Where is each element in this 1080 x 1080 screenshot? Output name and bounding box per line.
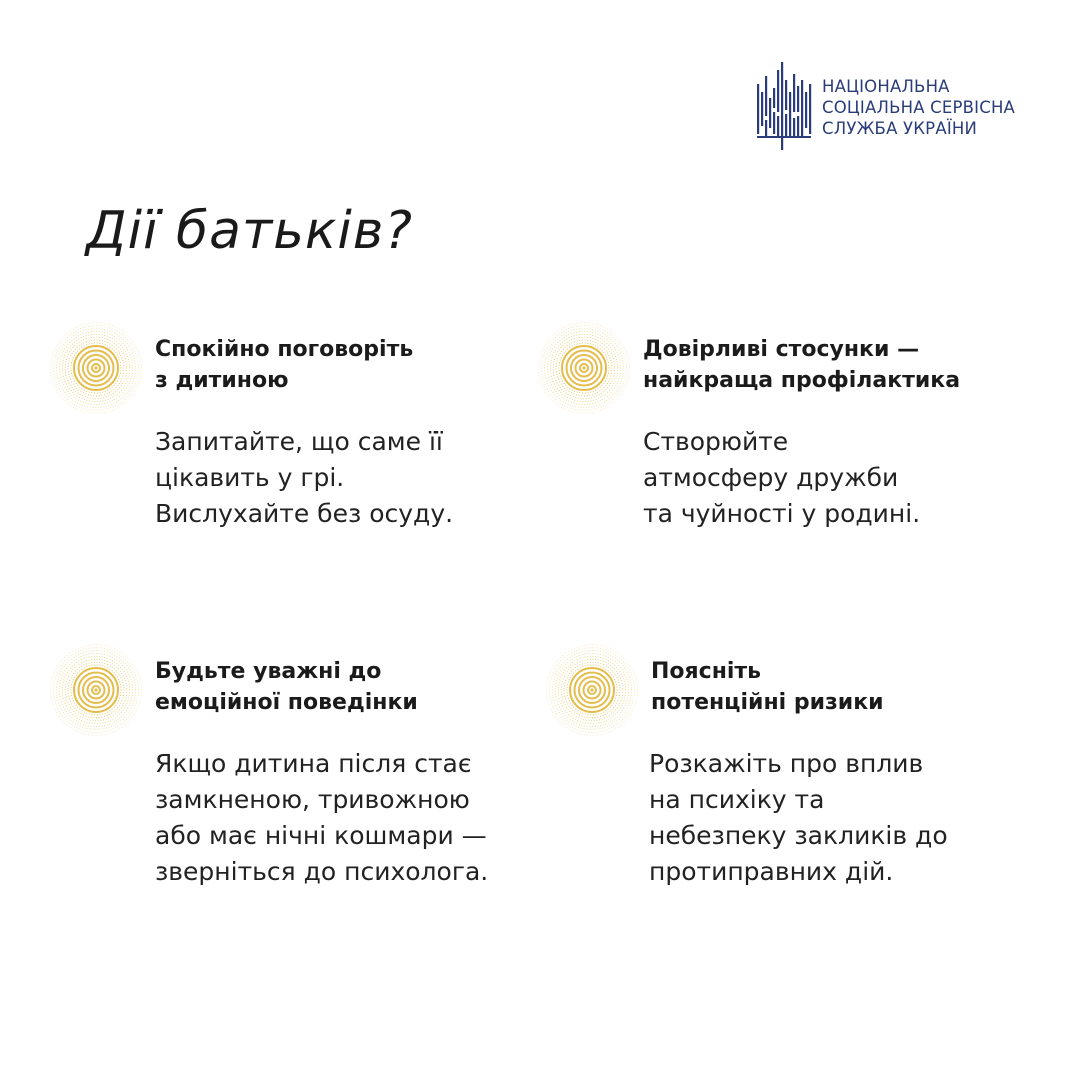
card-text-line: або має нічні кошмари — xyxy=(155,821,487,850)
card-text-line: Запитайте, що саме її xyxy=(155,427,443,456)
card-text-line: Створюйте xyxy=(643,427,789,456)
brand-line: СОЦІАЛЬНА СЕРВІСНА xyxy=(822,98,1016,117)
card-text-line: небезпеку закликів до xyxy=(649,821,948,850)
card-text xyxy=(649,746,948,890)
tip-card xyxy=(48,320,498,580)
card-heading-line: емоційної поведінки xyxy=(155,690,418,715)
card-heading-line: потенційні ризики xyxy=(651,690,884,715)
sun-circles-icon xyxy=(48,642,144,738)
card-text xyxy=(643,424,920,532)
tip-card xyxy=(48,642,498,902)
card-heading-line: Поясніть xyxy=(651,659,762,684)
card-heading-line: Спокійно поговоріть xyxy=(155,337,414,362)
card-text-line: Якщо дитина після стає xyxy=(155,749,472,778)
brand-line: СЛУЖБА УКРАЇНИ xyxy=(822,119,978,138)
tip-card xyxy=(536,320,986,580)
card-text-line: протиправних дій. xyxy=(649,857,894,886)
card-text-line: та чуйності у родині. xyxy=(643,499,921,528)
card-text xyxy=(155,746,488,890)
card-text-line: цікавить у грі. xyxy=(155,463,345,492)
card-heading-line: Довірливі стосунки — xyxy=(643,337,920,362)
tip-card xyxy=(544,642,994,902)
card-heading-line: Будьте уважні до xyxy=(155,659,382,684)
card-text-line: на психіку та xyxy=(649,785,825,814)
card-text xyxy=(155,424,453,532)
card-heading xyxy=(155,656,418,718)
card-text-line: замкненою, тривожною xyxy=(155,785,470,814)
card-heading xyxy=(643,334,960,396)
card-heading-line: з дитиною xyxy=(155,368,289,393)
brand-line: НАЦІОНАЛЬНА xyxy=(822,77,950,96)
sun-circles-icon xyxy=(544,642,640,738)
card-text-line: зверніться до психолога. xyxy=(155,857,489,886)
sun-circles-icon xyxy=(48,320,144,416)
card-text-line: Розкажіть про вплив xyxy=(649,749,924,778)
page-title: Дії батьків? xyxy=(86,201,414,261)
nssu-emblem-icon xyxy=(756,62,816,152)
brand-name xyxy=(822,76,1015,139)
card-heading xyxy=(155,334,413,396)
sun-circles-icon xyxy=(536,320,632,416)
card-heading-line: найкраща профілактика xyxy=(643,368,961,393)
card-text-line: атмосферу дружби xyxy=(643,463,899,492)
card-text-line: Вислухайте без осуду. xyxy=(155,499,454,528)
brand-logo xyxy=(756,62,1046,152)
card-heading xyxy=(651,656,884,718)
